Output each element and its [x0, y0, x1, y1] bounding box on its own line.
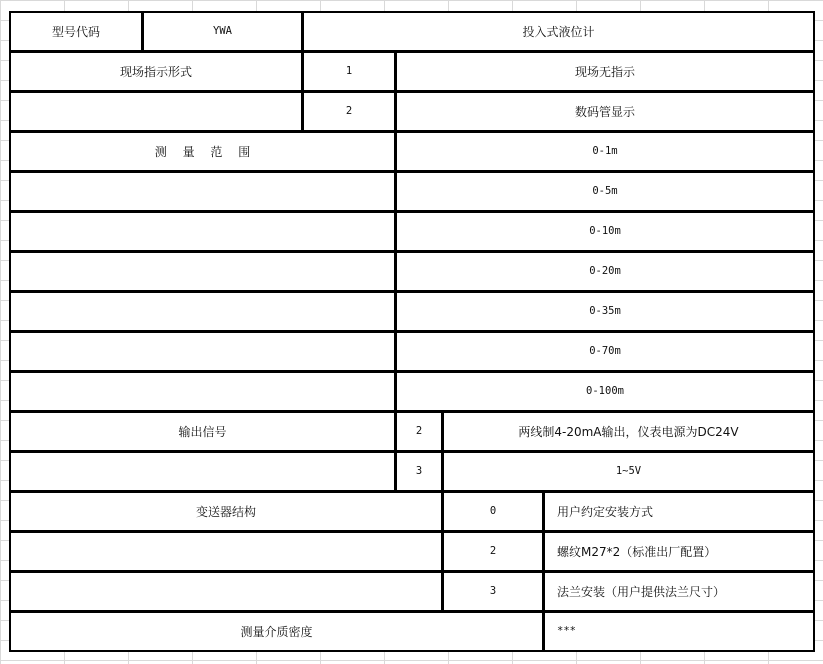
- range-option: 0-100m: [395, 371, 815, 412]
- model-code-value: YWA: [142, 11, 303, 52]
- range-option: 0-10m: [395, 211, 815, 252]
- display-form-label: 现场指示形式: [9, 51, 303, 92]
- model-code-label: 型号代码: [9, 11, 143, 52]
- structure-label: 变送器结构: [9, 491, 443, 532]
- output-option-code: 2: [395, 411, 443, 452]
- range-blank-cell: [9, 211, 396, 252]
- output-option-code: 3: [395, 451, 443, 492]
- display-option-desc: 数码管显示: [395, 91, 815, 132]
- structure-option-code: 0: [442, 491, 544, 532]
- range-option: 0-35m: [395, 291, 815, 332]
- range-blank-cell: [9, 171, 396, 212]
- display-option-code: 1: [302, 51, 396, 92]
- output-option-desc: 两线制4-20mA输出，仪表电源为DC24V: [442, 411, 815, 452]
- structure-option-code: 2: [442, 531, 544, 572]
- range-option: 0-5m: [395, 171, 815, 212]
- range-option: 0-20m: [395, 251, 815, 292]
- product-name: 投入式液位计: [302, 11, 815, 52]
- output-signal-label: 输出信号: [9, 411, 396, 452]
- range-blank-cell: [9, 251, 396, 292]
- structure-option-desc: 用户约定安装方式: [543, 491, 815, 532]
- density-label: 测量介质密度: [9, 611, 544, 652]
- structure-option-code: 3: [442, 571, 544, 612]
- output-blank-cell: [9, 451, 396, 492]
- range-option: 0-1m: [395, 131, 815, 172]
- structure-option-desc: 法兰安装（用户提供法兰尺寸）: [543, 571, 815, 612]
- display-blank-cell: [9, 91, 303, 132]
- range-blank-cell: [9, 331, 396, 372]
- structure-blank-cell: [9, 571, 443, 612]
- range-label: 测 量 范 围: [9, 131, 396, 172]
- structure-blank-cell: [9, 531, 443, 572]
- density-value: ***: [543, 611, 815, 652]
- output-option-desc: 1~5V: [442, 451, 815, 492]
- structure-option-desc: 螺纹M27*2（标准出厂配置）: [543, 531, 815, 572]
- range-option: 0-70m: [395, 331, 815, 372]
- range-blank-cell: [9, 291, 396, 332]
- display-option-code: 2: [302, 91, 396, 132]
- range-blank-cell: [9, 371, 396, 412]
- display-option-desc: 现场无指示: [395, 51, 815, 92]
